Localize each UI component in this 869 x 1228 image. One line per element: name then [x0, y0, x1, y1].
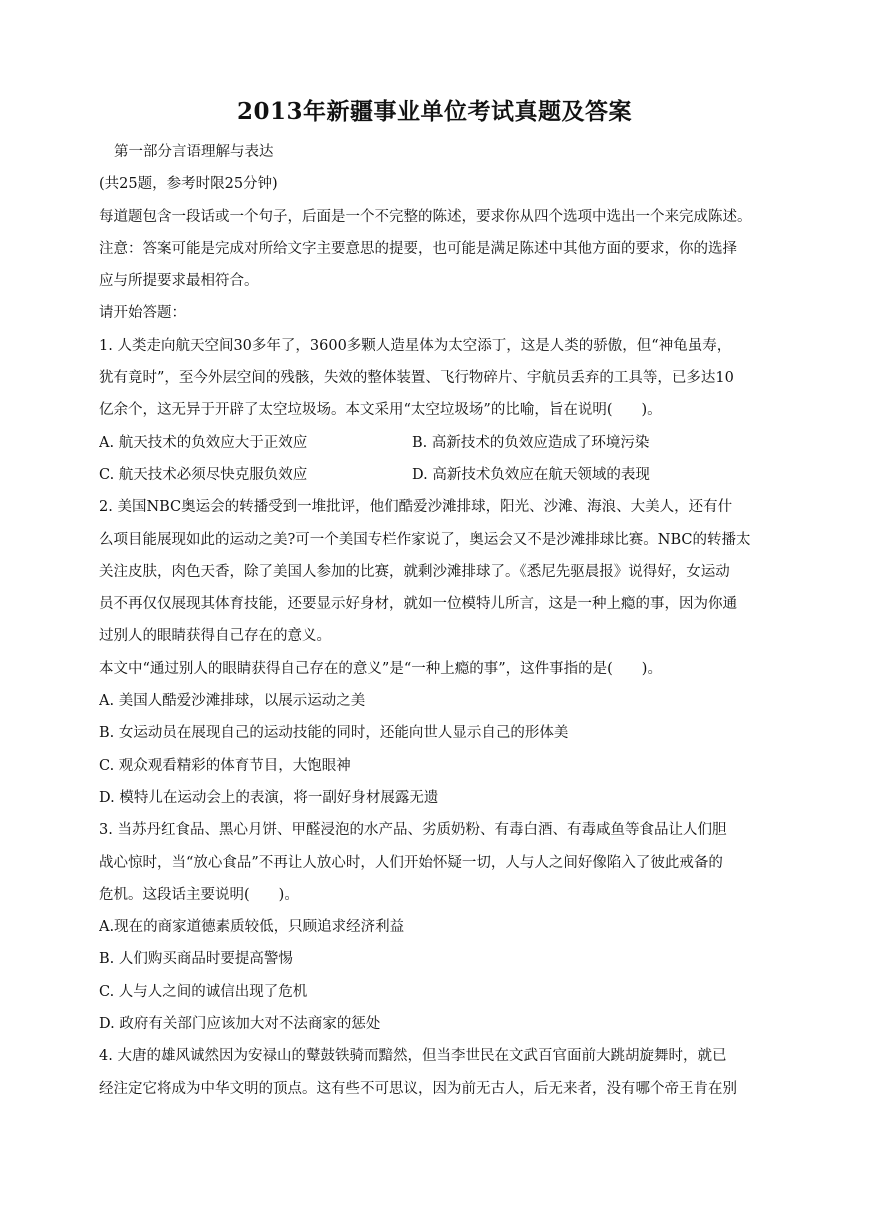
question-stem-line: 本文中“通过别人的眼睛获得自己存在的意义”是“一种上瘾的事”，这件事指的是( )。	[99, 660, 662, 677]
section-heading: 第一部分言语理解与表达	[114, 144, 274, 160]
question-2	[99, 491, 775, 814]
option-b: B. 人们购买商品时要提高警惕	[99, 951, 293, 968]
option-a: A. 航天技术的负效应大于正效应	[99, 434, 308, 451]
option-a: A. 美国人酷爱沙滩排球，以展示运动之美	[99, 693, 366, 710]
question-stem-line: 2. 美国NBC奥运会的转播受到一堆批评，他们酷爱沙滩排球，阳光、沙滩、海浪、大美人，还有什	[99, 499, 733, 516]
question-stem-line: 4. 大唐的雄风诚然因为安禄山的鼙鼓铁骑而黯然，但当李世民在文武百官面前大跳胡旋舞时，就已	[99, 1048, 727, 1065]
start-prompt: 请开始答题：	[99, 305, 186, 322]
question-stem-line: 犹有竟时”，至今外层空间的残骸，失效的整体装置、飞行物碎片、宇航员丢弃的工具等，已多达10	[99, 370, 734, 387]
options-row	[99, 427, 775, 459]
question-stem-line: 过别人的眼睛获得自己存在的意义。	[99, 628, 331, 645]
instructions-line: 注意：答案可能是完成对所给文字主要意思的提要，也可能是满足陈述中其他方面的要求，你的选择	[99, 240, 737, 257]
question-stem-line: 员不再仅仅展现其体育技能，还要显示好身材，就如一位模特儿所言，这是一种上瘾的事，因为你通	[99, 596, 737, 613]
option-c: C. 航天技术必须尽快克服负效应	[99, 466, 308, 483]
section-note: (共25题，参考时限25分钟)	[99, 176, 278, 193]
question-stem-line: 危机。这段话主要说明( )。	[99, 886, 299, 903]
question-stem-line: 3. 当苏丹红食品、黑心月饼、甲醛浸泡的水产品、劣质奶粉、有毒白酒、有毒咸鱼等食品让人们胆	[99, 822, 727, 839]
option-c: C. 观众观看精彩的体育节目，大饱眼神	[99, 757, 351, 774]
option-b: B. 女运动员在展现自己的运动技能的同时，还能向世人显示自己的形体美	[99, 725, 569, 742]
question-3	[99, 814, 775, 1040]
option-d: D. 模特儿在运动会上的表演，将一副好身材展露无遗	[99, 789, 439, 806]
option-a: A.现在的商家道德素质较低，只顾追求经济利益	[99, 919, 405, 936]
question-4	[99, 1040, 775, 1105]
question-stem-line: 么项目能展现如此的运动之美?可一个美国专栏作家说了，奥运会又不是沙滩排球比赛。NBC的转播太	[99, 531, 751, 548]
options-row	[99, 459, 775, 491]
question-stem-line: 经注定它将成为中华文明的顶点。这有些不可思议，因为前无古人，后无来者，没有哪个帝王肯在别	[99, 1080, 737, 1097]
question-stem-line: 战心惊时，当“放心食品”不再让人放心时，人们开始怀疑一切，人与人之间好像陷入了彼此戒备的	[99, 854, 723, 871]
question-stem-line: 1. 人类走向航天空间30多年了，3600多颗人造星体为太空添丁，这是人类的骄傲，但“神龟虽寿，	[99, 337, 732, 354]
document-body	[99, 136, 775, 1105]
question-stem-line: 关注皮肤，肉色天香，除了美国人参加的比赛，就剩沙滩排球了。《悉尼先驱晨报》说得好，女运动	[99, 563, 730, 580]
option-b: B. 高新技术的负效应造成了环境污染	[412, 434, 650, 451]
instructions-line: 应与所提要求最相符合。	[99, 273, 259, 290]
document-title: 2013年新疆事业单位考试真题及答案	[236, 98, 632, 125]
option-d: D. 政府有关部门应该加大对不法商家的惩处	[99, 1016, 381, 1033]
question-1	[99, 330, 775, 491]
option-c: C. 人与人之间的诚信出现了危机	[99, 983, 308, 1000]
instructions-line: 每道题包含一段话或一个句子，后面是一个不完整的陈述，要求你从四个选项中选出一个来完成陈述。	[99, 208, 752, 225]
question-stem-line: 亿余个，这无异于开辟了太空垃圾场。本文采用“太空垃圾场”的比喻，旨在说明( )。	[99, 402, 662, 419]
option-d: D. 高新技术负效应在航天领域的表现	[412, 466, 650, 483]
